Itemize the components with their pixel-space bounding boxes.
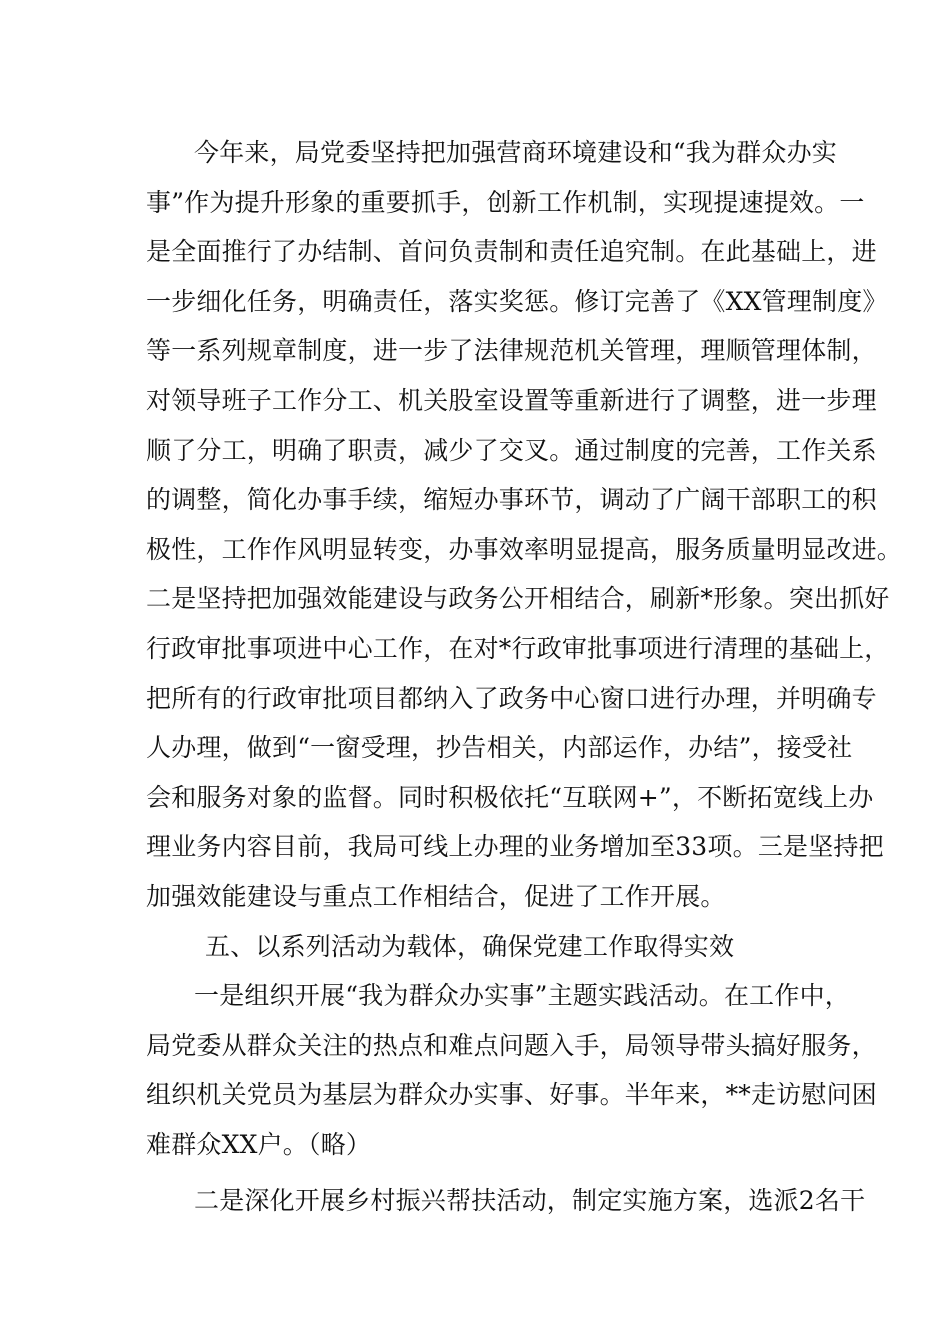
paragraph-line: 加强效能建设与重点工作相结合，促进了工作开展。 xyxy=(146,882,726,911)
paragraph-line: 事”作为提升形象的重要抓手，创新工作机制，实现提速提效。一 xyxy=(146,188,865,217)
paragraph-line: 是全面推行了办结制、首问负责制和责任追究制。在此基础上，进 xyxy=(146,237,877,266)
paragraph-line: 难群众XX户。（略） xyxy=(146,1130,372,1159)
paragraph-line: 今年来，局党委坚持把加强营商环境建设和“我为群众办实 xyxy=(194,138,837,167)
paragraph-line: 极性，工作作风明显转变，办事效率明显提高，服务质量明显改进。 xyxy=(146,535,903,564)
paragraph-line: 等一系列规章制度，进一步了法律规范机关管理，理顺管理体制， xyxy=(146,336,877,365)
paragraph-line: 二是深化开展乡村振兴帮扶活动，制定实施方案，选派2名干 xyxy=(194,1186,866,1215)
paragraph-line: 组织机关党员为基层为群众办实事、好事。半年来，**走访慰问困 xyxy=(146,1080,878,1109)
paragraph-line: 顺了分工，明确了职责，减少了交叉。通过制度的完善，工作关系 xyxy=(146,436,877,465)
paragraph-line: 局党委从群众关注的热点和难点问题入手，局领导带头搞好服务， xyxy=(146,1031,877,1060)
paragraph-line: 会和服务对象的监督。同时积极依托“互联网+”，不断拓宽线上办 xyxy=(146,783,874,812)
paragraph-line: 一步细化任务，明确责任，落实奖惩。修订完善了《XX管理制度》 xyxy=(146,287,888,316)
paragraph-line: 理业务内容目前，我局可线上办理的业务增加至33项。三是坚持把 xyxy=(146,832,884,861)
paragraph-line: 把所有的行政审批项目都纳入了政务中心窗口进行办理，并明确专 xyxy=(146,684,877,713)
section-heading: 五、以系列活动为载体，确保党建工作取得实效 xyxy=(205,932,735,961)
paragraph-line: 人办理，做到“一窗受理，抄告相关，内部运作，办结”，接受社 xyxy=(146,733,853,762)
paragraph-line: 对领导班子工作分工、机关股室设置等重新进行了调整，进一步理 xyxy=(146,386,877,415)
paragraph-line: 一是组织开展“我为群众办实事”主题实践活动。在工作中， xyxy=(194,981,850,1010)
paragraph-line: 行政审批事项进中心工作，在对*行政审批事项进行清理的基础上， xyxy=(146,634,890,663)
paragraph-line: 的调整，简化办事手续，缩短办事环节，调动了广阔干部职工的积 xyxy=(146,485,877,514)
paragraph-line: 二是坚持把加强效能建设与政务公开相结合，刷新*形象。突出抓好 xyxy=(146,584,890,613)
